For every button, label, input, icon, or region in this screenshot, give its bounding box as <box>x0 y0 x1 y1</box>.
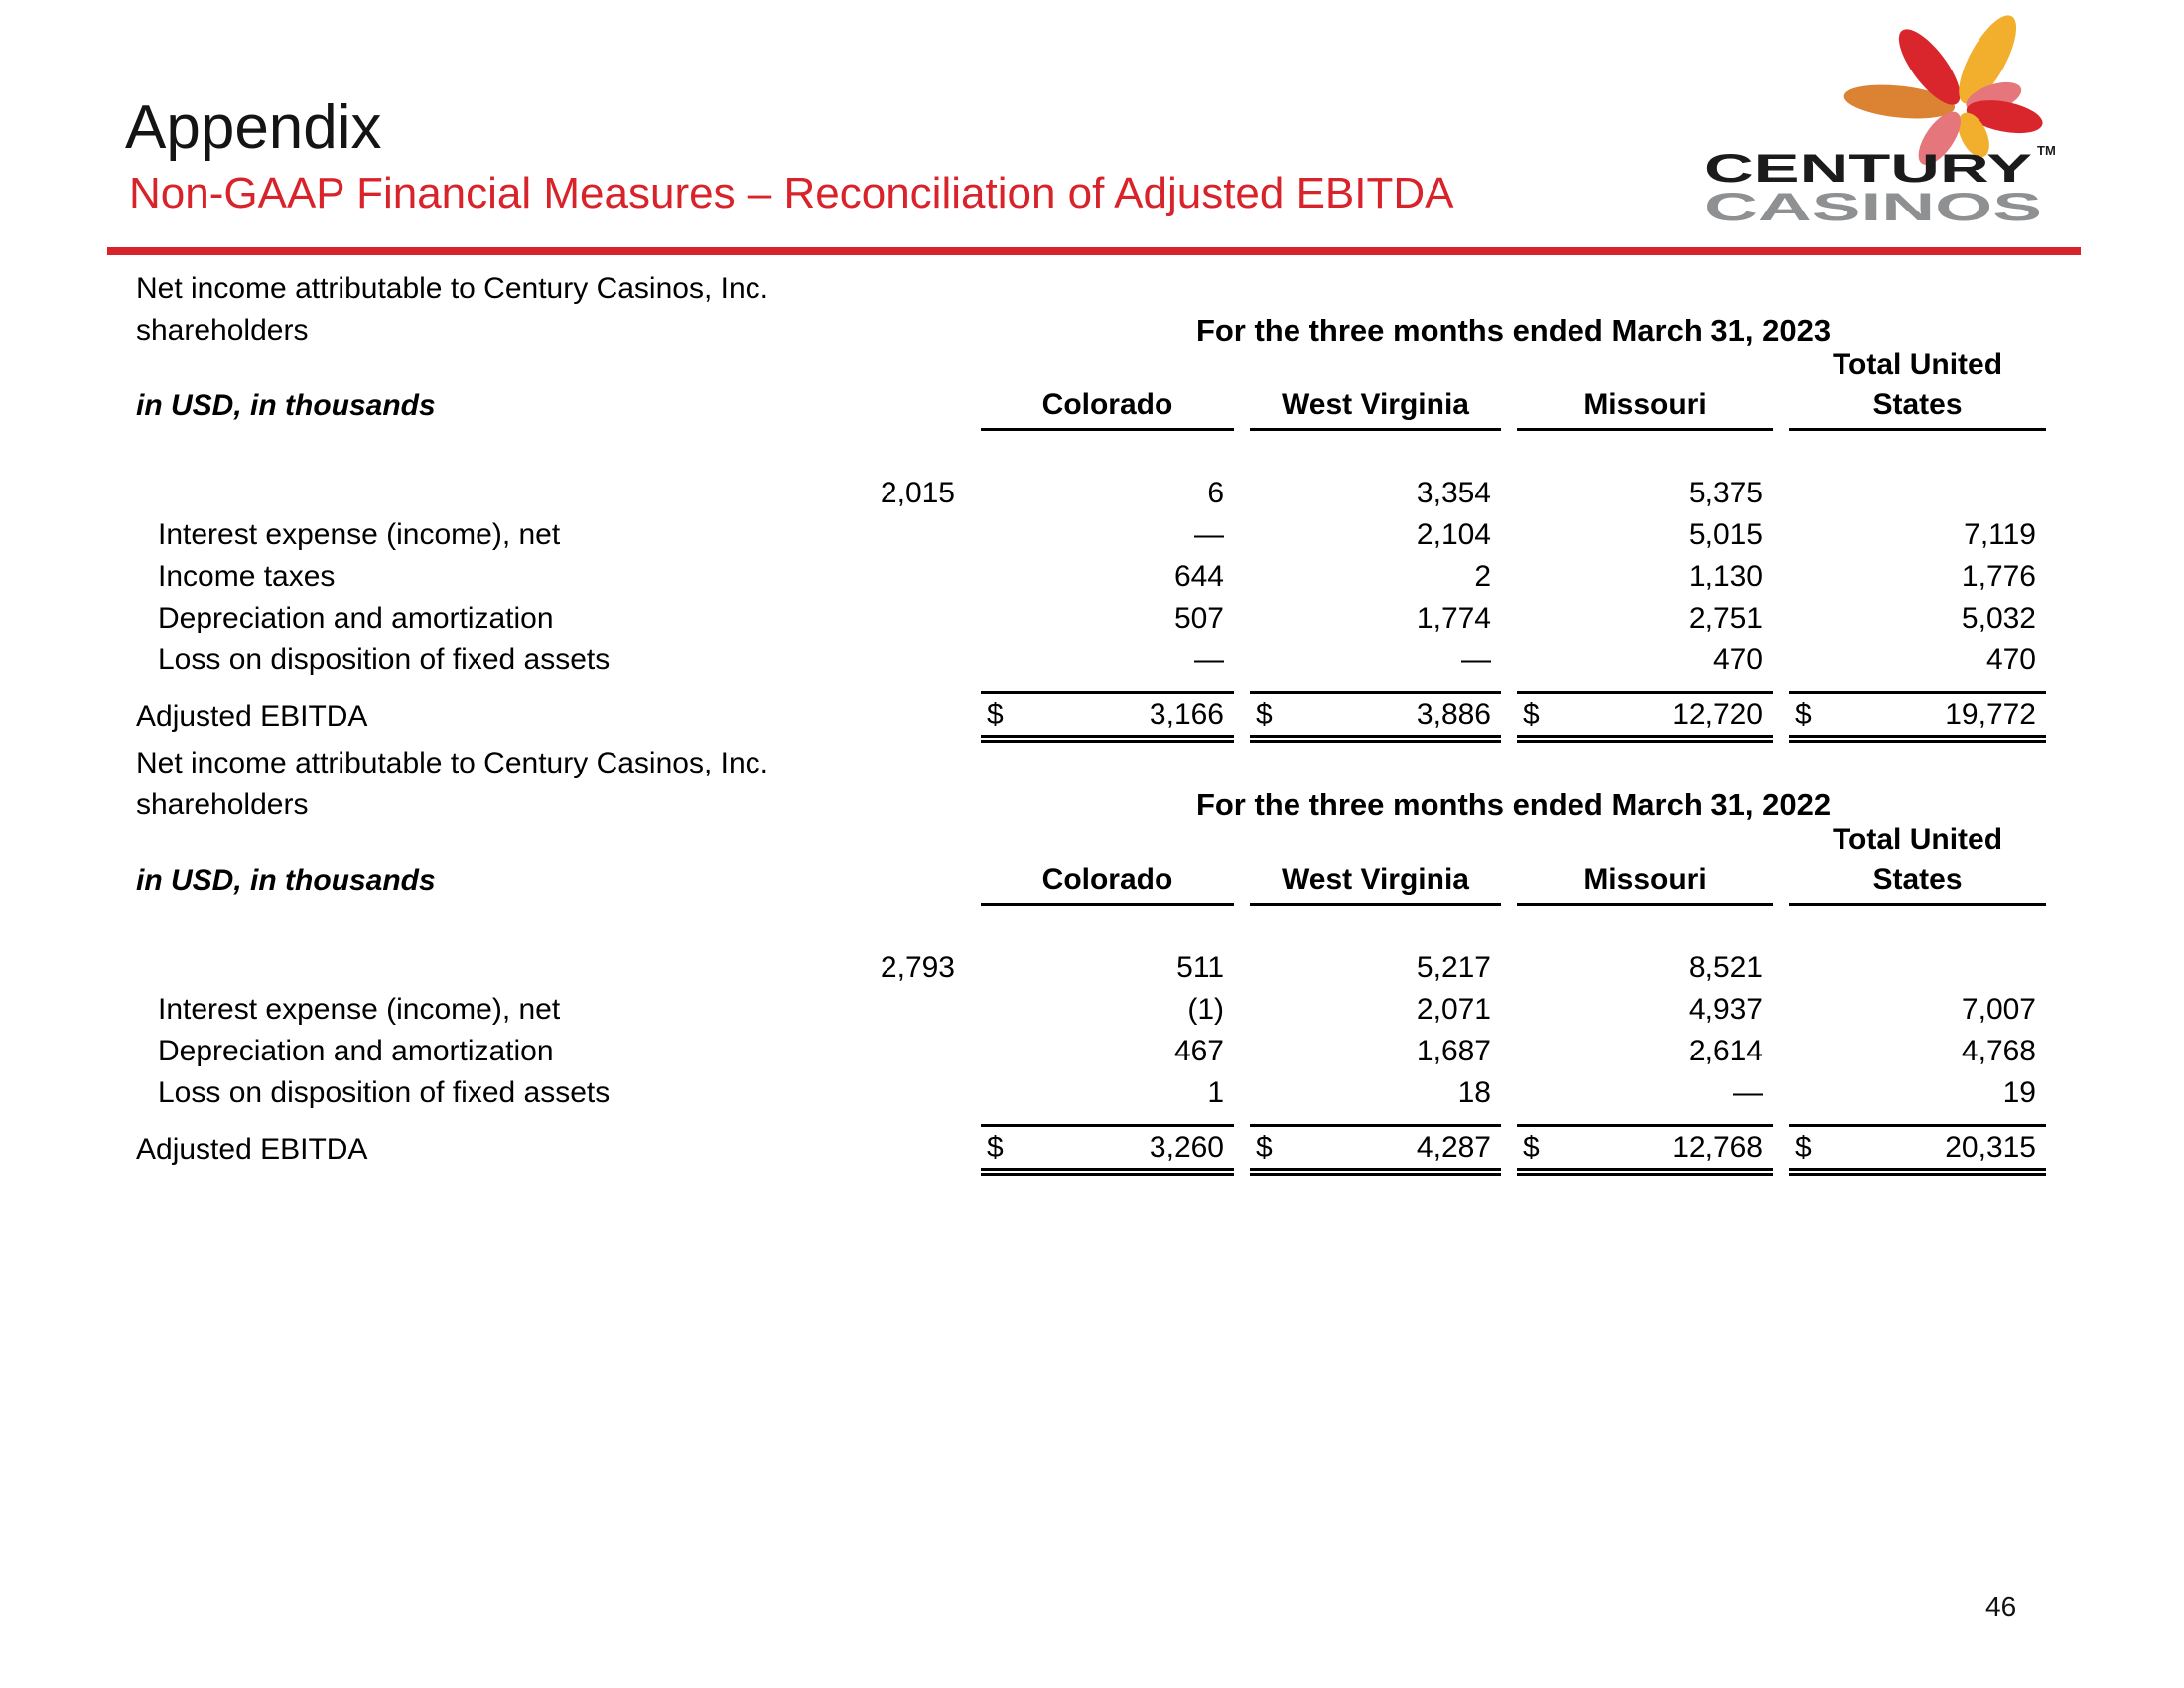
column-header-missouri <box>1517 826 1773 906</box>
cell-value: 507 <box>1173 602 1224 634</box>
column-header-west-virginia <box>1250 352 1501 431</box>
currency-symbol: $ <box>1523 697 1540 731</box>
row-label-line1: Net income attributable to Century Casinos, Inc. <box>136 747 768 779</box>
cell-value: 5,375 <box>1688 477 1763 509</box>
currency-symbol: $ <box>987 697 1004 731</box>
total-value: 19,772 <box>1945 697 2036 731</box>
logo-wordmark-casinos: CASINOS <box>1705 186 2042 229</box>
row-label-loss-disposition: Loss on disposition of fixed assets <box>158 643 611 676</box>
row-label-depreciation: Depreciation and amortization <box>158 602 554 634</box>
total-cell <box>981 691 1234 743</box>
row-label-income-taxes: Income taxes <box>158 560 336 593</box>
row-label-line1: Net income attributable to Century Casinos, Inc. <box>136 272 768 305</box>
cell-value: 18 <box>1457 1076 1491 1109</box>
cell-value: 467 <box>1173 1035 1224 1067</box>
currency-symbol: $ <box>1523 1130 1540 1164</box>
unit-label: in USD, in thousands <box>136 389 436 422</box>
cell-value: 3,354 <box>1416 477 1491 509</box>
cell-value: 7,119 <box>1964 518 2036 551</box>
column-header-total-us <box>1789 349 2046 431</box>
row-label-loss-disposition: Loss on disposition of fixed assets <box>158 1076 611 1109</box>
cell-value: 2,751 <box>1688 602 1763 634</box>
column-header-line2: West Virginia <box>1282 863 1469 896</box>
cell-value: 644 <box>1173 560 1224 593</box>
column-header-colorado <box>981 826 1234 906</box>
cell-value: (1) <box>1187 993 1224 1026</box>
cell-value: 2,614 <box>1688 1035 1763 1067</box>
table-spacer <box>136 681 2046 691</box>
column-header-line2: West Virginia <box>1282 388 1469 421</box>
page-number: 46 <box>1985 1591 2017 1621</box>
total-cell <box>1250 691 1501 743</box>
cell-value: 6 <box>1207 477 1224 509</box>
logo-wordmark-century: CENTURY <box>1705 147 2033 191</box>
cell-value: 5,032 <box>1961 602 2036 634</box>
cell-value: — <box>1194 518 1224 551</box>
century-casinos-logo <box>1678 6 2095 249</box>
total-value: 4,287 <box>1416 1130 1491 1164</box>
table-2023 <box>136 272 2062 743</box>
total-value: 3,166 <box>1149 697 1224 731</box>
column-header-line1: Total United <box>1832 823 2003 856</box>
currency-symbol: $ <box>1795 697 1812 731</box>
cell-value: 2,793 <box>880 951 955 984</box>
cell-value: 19 <box>2002 1076 2036 1109</box>
column-header-missouri <box>1517 352 1773 431</box>
total-value: 3,886 <box>1416 697 1491 731</box>
cell-value: 2,104 <box>1416 518 1491 551</box>
column-header-line2: Colorado <box>1041 388 1173 421</box>
cell-value: 4,937 <box>1688 993 1763 1026</box>
column-header-line1: Total United <box>1832 349 2003 381</box>
column-header-line2: States <box>1872 863 1963 896</box>
starburst-icon <box>1678 6 2095 249</box>
total-value: 12,768 <box>1672 1130 1763 1164</box>
row-label-depreciation: Depreciation and amortization <box>158 1035 554 1067</box>
currency-symbol: $ <box>1795 1130 1812 1164</box>
total-cell <box>1517 1124 1773 1176</box>
cell-value: 1,687 <box>1416 1035 1491 1067</box>
total-cell <box>1250 1124 1501 1176</box>
cell-value: 5,217 <box>1416 951 1491 984</box>
row-label-interest-expense: Interest expense (income), net <box>158 993 561 1026</box>
cell-value: 2 <box>1474 560 1491 593</box>
total-cell <box>1517 691 1773 743</box>
column-header-line2: Missouri <box>1583 388 1706 421</box>
table-2022 <box>136 747 2062 1176</box>
cell-value: 511 <box>1176 951 1224 984</box>
column-header-line2: States <box>1872 388 1963 421</box>
row-label-net-income <box>136 268 965 352</box>
cell-value: 470 <box>1985 643 2036 676</box>
cell-value: 7,007 <box>1961 993 2036 1026</box>
page-subtitle: Non-GAAP Financial Measures – Reconciliation of Adjusted EBITDA <box>129 169 1454 217</box>
cell-value: 1 <box>1207 1076 1224 1109</box>
cell-value: 1,130 <box>1688 560 1763 593</box>
row-label-line2: shareholders <box>136 788 309 821</box>
currency-symbol: $ <box>1256 1130 1273 1164</box>
column-header-line2: Missouri <box>1583 863 1706 896</box>
cell-value: 2,071 <box>1416 993 1491 1026</box>
unit-label: in USD, in thousands <box>136 864 436 897</box>
total-value: 3,260 <box>1149 1130 1224 1164</box>
currency-symbol: $ <box>987 1130 1004 1164</box>
table-caption: For the three months ended March 31, 2022 <box>1195 787 1832 822</box>
row-label-adjusted-ebitda: Adjusted EBITDA <box>136 1133 368 1166</box>
row-label-line2: shareholders <box>136 314 309 347</box>
table-caption: For the three months ended March 31, 2023 <box>1195 313 1832 348</box>
page-title: Appendix <box>125 93 382 162</box>
cell-value: 4,768 <box>1961 1035 2036 1067</box>
column-header-west-virginia <box>1250 826 1501 906</box>
cell-value: 1,776 <box>1961 560 2036 593</box>
cell-value: — <box>1733 1076 1763 1109</box>
table-spacer <box>136 1114 2046 1124</box>
cell-value: 470 <box>1712 643 1763 676</box>
row-label-adjusted-ebitda: Adjusted EBITDA <box>136 700 368 733</box>
row-label-net-income <box>136 743 965 826</box>
row-label-interest-expense: Interest expense (income), net <box>158 518 561 551</box>
total-cell <box>1789 1124 2046 1176</box>
cell-value: 5,015 <box>1688 518 1763 551</box>
total-value: 20,315 <box>1945 1130 2036 1164</box>
cell-value: 2,015 <box>880 477 955 509</box>
cell-value: 1,774 <box>1416 602 1491 634</box>
logo-trademark: TM <box>2037 143 2056 158</box>
total-value: 12,720 <box>1672 697 1763 731</box>
column-header-colorado <box>981 352 1234 431</box>
cell-value: — <box>1461 643 1491 676</box>
cell-value: — <box>1194 643 1224 676</box>
column-header-total-us <box>1789 823 2046 906</box>
total-cell <box>981 1124 1234 1176</box>
total-cell <box>1789 691 2046 743</box>
cell-value: 8,521 <box>1688 951 1763 984</box>
currency-symbol: $ <box>1256 697 1273 731</box>
column-header-line2: Colorado <box>1041 863 1173 896</box>
